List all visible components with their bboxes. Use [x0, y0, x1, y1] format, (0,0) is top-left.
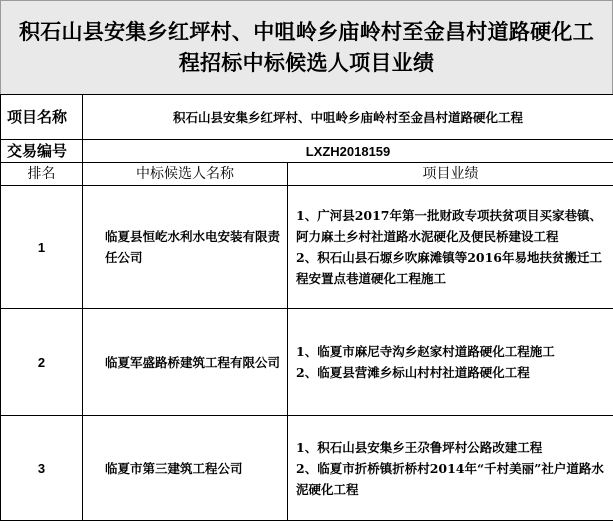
performance-item: 2、临夏市折桥镇折桥村2014年“千村美丽”社户道路水泥硬化工程	[296, 460, 604, 497]
performance-item: 2、积石山县石塬乡吹麻滩镇等2016年易地扶贫搬迁工程安置点巷道硬化工程施工	[296, 250, 602, 286]
performance-cell	[288, 309, 613, 416]
project-name-value: 积石山县安集乡红坪村、中咀岭乡庙岭村至金昌村道路硬化工程	[83, 95, 613, 140]
rank-cell: 1	[1, 186, 83, 309]
table-row	[1, 309, 613, 416]
rank-cell: 2	[1, 309, 83, 416]
candidate-name: 临夏市第三建筑工程公司	[83, 416, 288, 521]
trade-code-label: 交易编号	[1, 140, 83, 163]
performance-item: 2、临夏县营滩乡标山村村社道路硬化工程	[296, 365, 530, 380]
trade-code-value: LXZH2018159	[83, 140, 613, 163]
results-table	[0, 94, 613, 521]
project-name-label: 项目名称	[1, 95, 83, 140]
candidate-name: 临夏县恒屹水利水电安装有限责任公司	[83, 186, 288, 309]
performance-item: 1、广河县2017年第一批财政专项扶贫项目买家巷镇、阿力麻土乡村社道路水泥硬化及便民桥建设工程	[296, 208, 602, 244]
candidate-header: 中标候选人名称	[83, 163, 288, 186]
performance-item: 1、临夏市麻尼寺沟乡赵家村道路硬化工程施工	[296, 344, 555, 359]
performance-cell	[288, 186, 613, 309]
performance-item: 1、积石山县安集乡王尕鲁坪村公路改建工程	[296, 439, 543, 455]
title-banner	[0, 0, 613, 94]
table-row	[1, 416, 613, 521]
rank-cell: 3	[1, 416, 83, 521]
candidate-name: 临夏军盛路桥建筑工程有限公司	[83, 309, 288, 416]
performance-header: 项目业绩	[288, 163, 613, 186]
project-name-row	[1, 95, 613, 140]
trade-code-row	[1, 140, 613, 163]
table-row	[1, 186, 613, 309]
performance-cell	[288, 416, 613, 521]
rank-header: 排名	[1, 163, 83, 186]
header-row	[1, 163, 613, 186]
page-title: 积石山县安集乡红坪村、中咀岭乡庙岭村至金昌村道路硬化工程招标中标候选人项目业绩	[18, 19, 595, 75]
